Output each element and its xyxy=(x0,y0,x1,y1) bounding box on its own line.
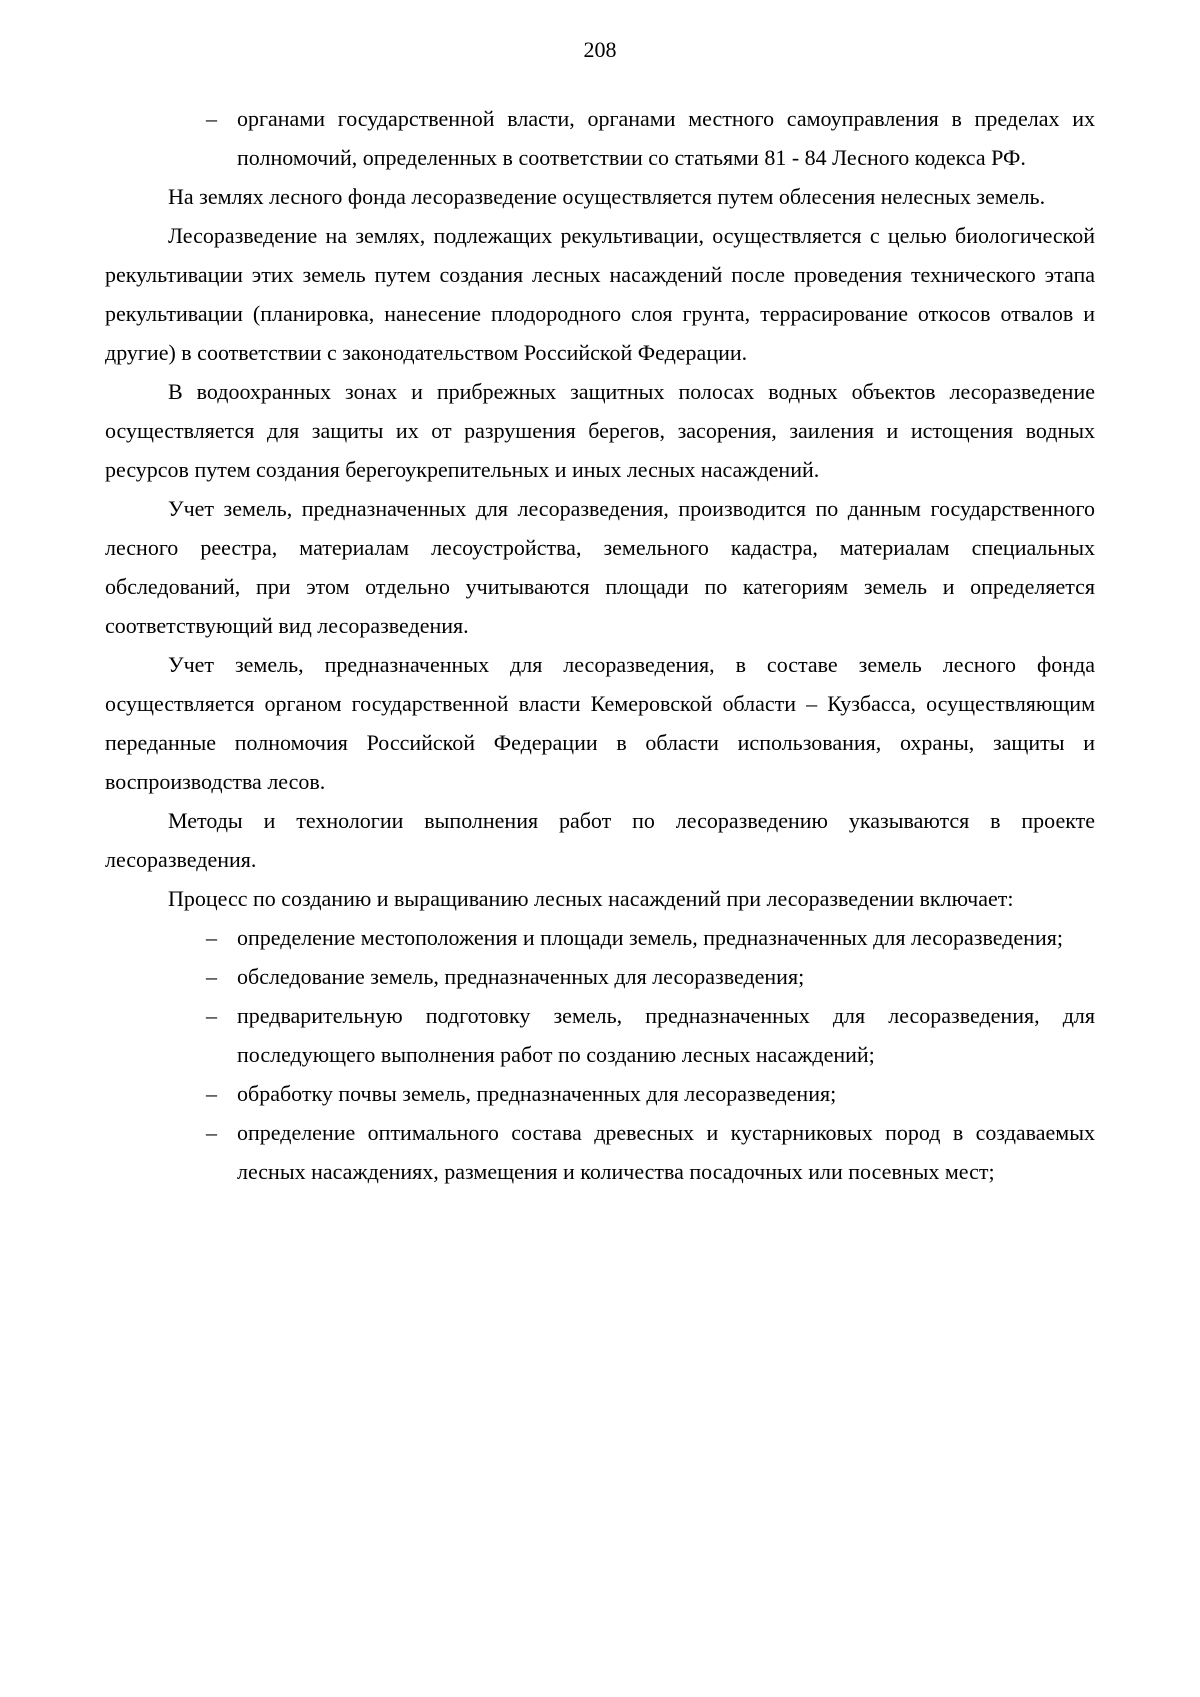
dash-bullet: – xyxy=(206,964,217,989)
intro-list xyxy=(105,99,1095,177)
paragraph: На землях лесного фонда лесоразведение осуществляется путем облесения нелесных земель. xyxy=(168,184,1046,209)
page-number: 208 xyxy=(583,37,617,62)
list-item xyxy=(206,1074,1095,1113)
paragraph: Учет земель, предназначенных для лесоразведения, в составе земель лесного фонда осуществляется органом государственной власти Кемеровской области – Кузбасса, осуществляющим переданные полномочия Российской Федерации в области использования, охраны, защиты и воспроизводства лесов. xyxy=(105,652,1095,794)
paragraph: Учет земель, предназначенных для лесоразведения, производится по данным государственного лесного реестра, материалам лесоустройства, земельного кадастра, материалам специальных обследований, при этом отдельно учитываются площади по категориям земель и определяется соответствующий вид лесоразведения. xyxy=(105,496,1095,638)
paragraph: Процесс по созданию и выращиванию лесных насаждений при лесоразведении включает: xyxy=(168,886,1014,911)
list-item-text: обработку почвы земель, предназначенных для лесоразведения; xyxy=(237,1081,837,1106)
dash-bullet: – xyxy=(206,106,217,131)
list-item xyxy=(206,957,1095,996)
dash-bullet: – xyxy=(206,925,217,950)
list-item-text: определение местоположения и площади земель, предназначенных для лесоразведения; xyxy=(237,925,1063,950)
list-item-text: органами государственной власти, органами местного самоуправления в пределах их полномочий, определенных в соответствии со статьями 81 - 84 Лесного кодекса РФ. xyxy=(237,106,1095,170)
paragraph: В водоохранных зонах и прибрежных защитных полосах водных объектов лесоразведение осуществляется для защиты их от разрушения берегов, засорения, заиления и истощения водных ресурсов путем создания берегоукрепительных и иных лесных насаждений. xyxy=(105,379,1095,482)
list-item xyxy=(206,99,1095,177)
dash-bullet: – xyxy=(206,1081,217,1106)
list-item-text: предварительную подготовку земель, предназначенных для лесоразведения, для последующего выполнения работ по созданию лесных насаждений; xyxy=(237,1003,1095,1067)
process-list xyxy=(105,918,1095,1191)
list-item xyxy=(206,1113,1095,1191)
list-item-text: обследование земель, предназначенных для лесоразведения; xyxy=(237,964,805,989)
paragraph: Лесоразведение на землях, подлежащих рекультивации, осуществляется с целью биологической рекультивации этих земель путем создания лесных насаждений после проведения технического этапа рекультивации (планировка, нанесение плодородного слоя грунта, террасирование откосов отвалов и другие) в соответствии с законодательством Российской Федерации. xyxy=(105,223,1095,365)
paragraph: Методы и технологии выполнения работ по лесоразведению указываются в проекте лесоразведения. xyxy=(105,808,1095,872)
list-item xyxy=(206,996,1095,1074)
list-item-text: определение оптимального состава древесных и кустарниковых пород в создаваемых лесных насаждениях, размещения и количества посадочных или посевных мест; xyxy=(237,1120,1095,1184)
dash-bullet: – xyxy=(206,1120,217,1145)
dash-bullet: – xyxy=(206,1003,217,1028)
list-item xyxy=(206,918,1095,957)
